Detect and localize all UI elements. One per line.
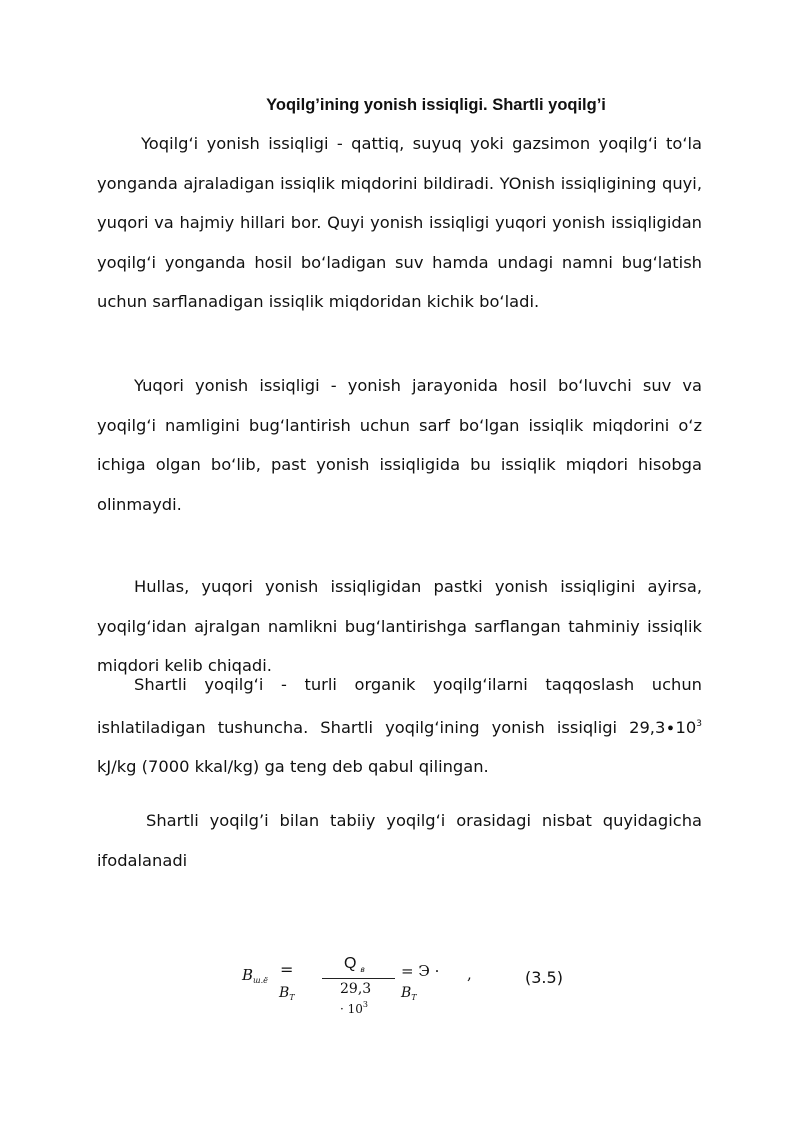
formula-denominator-1: 29,3 bbox=[340, 981, 372, 997]
paragraph-text: kJ/kg (7000 kkal/kg) ga teng deb qabul qilingan. bbox=[97, 757, 489, 776]
formula-bt-1-sub: T bbox=[289, 993, 295, 1002]
formula-bt-2-sub: T bbox=[411, 993, 417, 1002]
formula-q: Q bbox=[344, 955, 357, 972]
formula-equals-e: = Э · bbox=[401, 962, 440, 980]
paragraph-ratio-intro: Shartli yoqilg’i bilan tabiiy yoqilg‘i orasidagi nisbat quyidagicha ifodalanadi bbox=[97, 811, 702, 870]
superscript: 3 bbox=[696, 718, 702, 729]
paragraph-difference: Hullas, yuqori yonish issiqligidan pastki yonish issiqligini ayirsa, yoqilg‘idan ajralgan namlikni bug‘lantirishga sarflangan tahminiy issiqlik miqdori kelib chiqadi. bbox=[97, 577, 702, 675]
formula-denominator-2 bbox=[340, 1000, 368, 1016]
formula-den-ten: · 10 bbox=[340, 1002, 363, 1016]
formula-lhs-sub: ш.ё bbox=[253, 976, 268, 985]
formula-lhs bbox=[242, 966, 268, 985]
formula-den-sup: 3 bbox=[362, 1000, 368, 1009]
formula-number: (3.5) bbox=[525, 968, 563, 987]
paragraph-higher-heat: Yuqori yonish issiqligi - yonish jarayonida hosil bo‘luvchi suv va yoqilg‘i namligini bug‘lantirish uchun sarf bo‘lgan issiqlik miqdorini o‘z ichiga olgan bo‘lib, past yonish issiqligida bu issiqlik miqdori hisobga olinmaydi. bbox=[97, 376, 702, 514]
formula-q-sub: в bbox=[360, 965, 365, 974]
formula-bt-1-var: B bbox=[279, 985, 290, 1001]
formula-numerator bbox=[344, 955, 365, 974]
formula-equals: = bbox=[280, 960, 294, 979]
formula-lhs-var: B bbox=[242, 966, 254, 984]
formula-bt-2 bbox=[401, 985, 417, 1002]
formula-comma: , bbox=[467, 965, 472, 983]
formula-fraction-line bbox=[322, 978, 395, 979]
section-title: Yoqilg’ining yonish issiqligi. Shartli yoqilg’i bbox=[266, 96, 606, 114]
paragraph-text: Shartli yoqilg‘i - turli organik yoqilg‘ilarni taqqoslash uchun ishlatiladigan tushuncha. Shartli yoqilg‘ining yonish issiqligi 29,3∙10 bbox=[97, 675, 702, 737]
paragraph-definition: Yoqilg‘i yonish issiqligi - qattiq, suyuq yoki gazsimon yoqilg‘i to‘la yonganda ajraladigan issiqlik miqdorini bildiradi. YOnish issiqligining quyi, yuqori va hajmiy hillari bor. Quyi yonish issiqligi yuqori yonish issiqligidan yoqilg‘i yonganda hosil bo‘ladigan suv hamda undagi namni bug‘latish uchun sarflanadigan issiqlik miqdoridan kichik bo‘ladi. bbox=[97, 134, 702, 311]
formula-bt-1 bbox=[279, 985, 295, 1002]
formula-bt-2-var: B bbox=[401, 985, 412, 1001]
